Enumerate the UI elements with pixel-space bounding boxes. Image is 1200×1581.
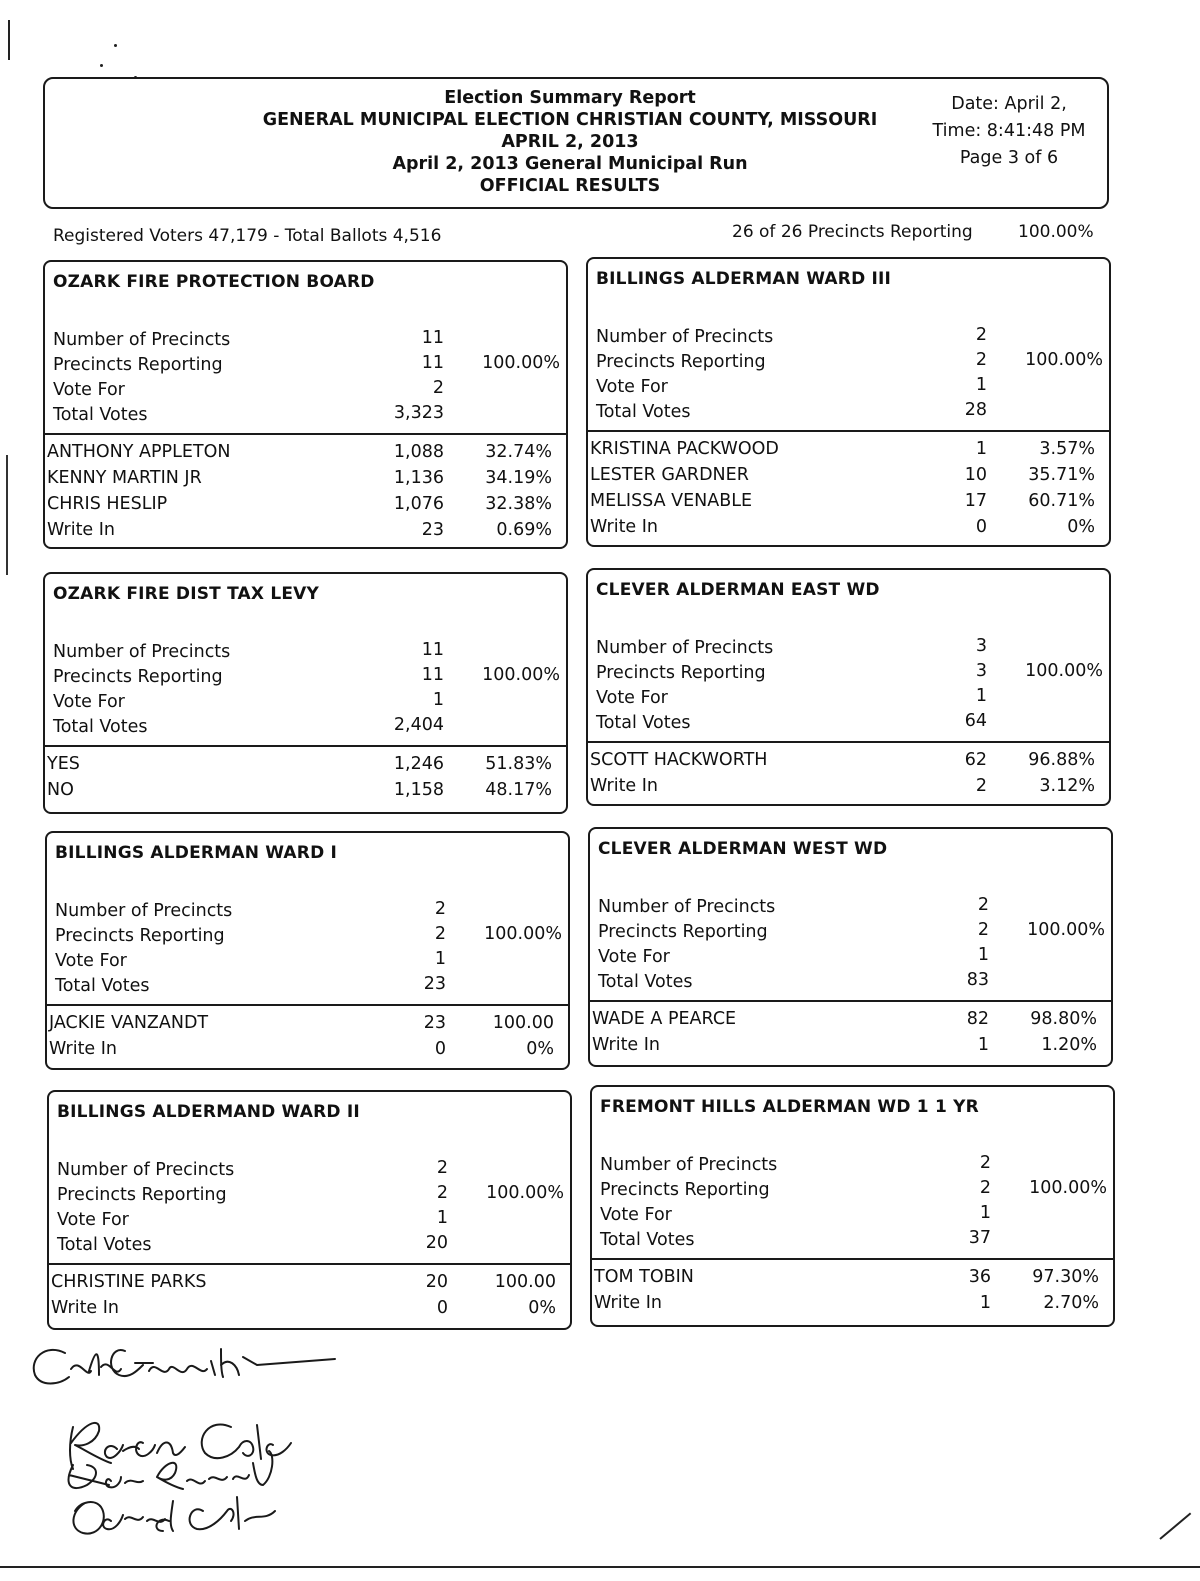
candidate-votes: 1,136 xyxy=(393,468,444,488)
candidate-votes: 1,076 xyxy=(393,494,444,514)
stat-value: 2 xyxy=(975,350,987,370)
stat-label: Vote For xyxy=(55,951,127,971)
stat-row xyxy=(45,328,566,353)
stat-label: Number of Precincts xyxy=(598,897,776,917)
stat-row xyxy=(47,899,568,924)
divider xyxy=(45,433,566,435)
candidate-votes: 1,088 xyxy=(393,442,444,462)
stat-label: Vote For xyxy=(596,377,668,397)
stat-value: 64 xyxy=(964,711,987,731)
contest-title: FREMONT HILLS ALDERMAN WD 1 1 YR xyxy=(600,1097,979,1117)
stat-row xyxy=(45,690,566,715)
stat-value: 2 xyxy=(436,1183,448,1203)
stat-percent: 100.00% xyxy=(486,1183,564,1203)
stat-value: 2 xyxy=(436,1158,448,1178)
contest-stats xyxy=(47,899,568,999)
stat-label: Vote For xyxy=(57,1210,129,1230)
stat-row xyxy=(45,715,566,740)
candidate-name: TOM TOBIN xyxy=(594,1267,694,1287)
candidate-votes: 20 xyxy=(425,1272,448,1292)
stat-label: Total Votes xyxy=(57,1235,152,1255)
page-number: Page 3 of 6 xyxy=(959,148,1059,168)
candidate-votes: 62 xyxy=(964,750,987,770)
candidate-row xyxy=(45,520,566,546)
candidate-row xyxy=(588,491,1109,517)
candidate-votes: 0 xyxy=(436,1298,448,1318)
stat-row xyxy=(588,661,1109,686)
contest-box xyxy=(586,568,1111,806)
contest-box xyxy=(590,1085,1115,1327)
candidate-percent: 48.17% xyxy=(485,780,552,800)
stat-row xyxy=(588,375,1109,400)
precincts-reporting-line: 26 of 26 Precincts Reporting xyxy=(732,222,973,242)
contest-title: BILLINGS ALDERMAN WARD III xyxy=(596,269,892,289)
signature-2 xyxy=(70,1423,291,1469)
scan-edge-mark xyxy=(8,20,10,60)
stat-percent: 100.00% xyxy=(1027,920,1105,940)
stat-label: Precincts Reporting xyxy=(55,926,225,946)
stat-label: Total Votes xyxy=(600,1230,695,1250)
stat-label: Precincts Reporting xyxy=(600,1180,770,1200)
candidate-name: ANTHONY APPLETON xyxy=(47,442,231,462)
report-date: Date: April 2, xyxy=(951,94,1067,114)
stat-row xyxy=(592,1178,1113,1203)
contest-stats xyxy=(588,325,1109,425)
stat-value: 2 xyxy=(979,1178,991,1198)
candidate-votes: 2 xyxy=(975,776,987,796)
stat-label: Vote For xyxy=(53,692,125,712)
candidate-percent: 0% xyxy=(526,1039,554,1059)
candidate-votes: 36 xyxy=(968,1267,991,1287)
stat-label: Number of Precincts xyxy=(55,901,233,921)
stat-label: Number of Precincts xyxy=(596,638,774,658)
stat-row xyxy=(588,350,1109,375)
stat-row xyxy=(47,924,568,949)
divider xyxy=(588,741,1109,743)
stat-row xyxy=(45,665,566,690)
candidate-votes: 10 xyxy=(964,465,987,485)
stat-row xyxy=(588,686,1109,711)
stat-percent: 100.00% xyxy=(1029,1178,1107,1198)
candidate-name: Write In xyxy=(51,1298,120,1318)
stat-label: Vote For xyxy=(596,688,668,708)
candidate-percent: 34.19% xyxy=(485,468,552,488)
candidate-name: Write In xyxy=(47,520,116,540)
stat-label: Precincts Reporting xyxy=(596,663,766,683)
contest-title: BILLINGS ALDERMAN WARD I xyxy=(55,843,338,863)
candidate-list xyxy=(592,1267,1113,1319)
run-name: April 2, 2013 General Municipal Run xyxy=(392,154,748,174)
stat-value: 2 xyxy=(434,924,446,944)
candidate-percent: 32.74% xyxy=(485,442,552,462)
candidate-row xyxy=(45,442,566,468)
contest-stats xyxy=(49,1158,570,1258)
stat-value: 1 xyxy=(434,949,446,969)
stat-label: Vote For xyxy=(600,1205,672,1225)
stat-label: Precincts Reporting xyxy=(596,352,766,372)
stat-row xyxy=(592,1203,1113,1228)
candidate-name: Write In xyxy=(594,1293,663,1313)
candidate-row xyxy=(45,754,566,780)
candidate-votes: 23 xyxy=(421,520,444,540)
report-title-block xyxy=(215,87,925,197)
contest-title: OZARK FIRE DIST TAX LEVY xyxy=(53,584,320,604)
stat-value: 2 xyxy=(977,895,989,915)
candidate-name: Write In xyxy=(49,1039,118,1059)
stat-value: 1 xyxy=(436,1208,448,1228)
candidate-list xyxy=(588,750,1109,802)
divider xyxy=(49,1263,570,1265)
candidate-percent: 98.80% xyxy=(1030,1009,1097,1029)
stat-label: Precincts Reporting xyxy=(598,922,768,942)
stat-value: 2,404 xyxy=(393,715,444,735)
stat-label: Number of Precincts xyxy=(57,1160,235,1180)
candidate-row xyxy=(588,776,1109,802)
stat-value: 2 xyxy=(979,1153,991,1173)
stat-row xyxy=(49,1158,570,1183)
stat-value: 23 xyxy=(423,974,446,994)
candidate-row xyxy=(49,1298,570,1324)
candidate-name: WADE A PEARCE xyxy=(592,1009,737,1029)
stat-value: 3 xyxy=(975,661,987,681)
report-time: Time: 8:41:48 PM xyxy=(932,121,1086,141)
contest-stats xyxy=(590,895,1111,995)
contest-stats xyxy=(592,1153,1113,1253)
candidate-name: LESTER GARDNER xyxy=(590,465,749,485)
candidate-row xyxy=(588,517,1109,543)
stat-value: 37 xyxy=(968,1228,991,1248)
divider xyxy=(47,1004,568,1006)
candidate-name: Write In xyxy=(592,1035,661,1055)
candidate-name: KRISTINA PACKWOOD xyxy=(590,439,779,459)
stat-row xyxy=(45,403,566,428)
contest-box xyxy=(47,1090,572,1330)
stat-label: Total Votes xyxy=(596,713,691,733)
stat-label: Number of Precincts xyxy=(53,642,231,662)
stat-label: Total Votes xyxy=(53,717,148,737)
stat-percent: 100.00% xyxy=(482,353,560,373)
candidate-name: CHRISTINE PARKS xyxy=(51,1272,207,1292)
candidate-votes: 1 xyxy=(977,1035,989,1055)
stat-label: Precincts Reporting xyxy=(57,1185,227,1205)
stat-value: 2 xyxy=(434,899,446,919)
candidate-percent: 100.00 xyxy=(492,1013,554,1033)
contest-box xyxy=(43,260,568,549)
candidate-votes: 23 xyxy=(423,1013,446,1033)
stat-value: 3 xyxy=(975,636,987,656)
candidate-percent: 3.12% xyxy=(1039,776,1095,796)
precincts-reporting-pct: 100.00% xyxy=(1018,222,1094,242)
contest-box xyxy=(588,827,1113,1067)
candidate-list xyxy=(45,442,566,546)
stat-row xyxy=(590,895,1111,920)
candidate-percent: 35.71% xyxy=(1028,465,1095,485)
candidate-percent: 3.57% xyxy=(1039,439,1095,459)
contest-stats xyxy=(588,636,1109,736)
candidate-votes: 1 xyxy=(975,439,987,459)
election-name: GENERAL MUNICIPAL ELECTION CHRISTIAN COUNTY, MISSOURI xyxy=(262,110,878,130)
candidate-row xyxy=(47,1039,568,1065)
stat-value: 11 xyxy=(421,665,444,685)
candidate-row xyxy=(592,1267,1113,1293)
scan-speck xyxy=(114,44,117,47)
contest-title: BILLINGS ALDERMAND WARD II xyxy=(57,1102,360,1122)
stat-value: 20 xyxy=(425,1233,448,1253)
candidate-name: Write In xyxy=(590,517,659,537)
candidate-list xyxy=(588,439,1109,543)
candidate-votes: 1,158 xyxy=(393,780,444,800)
stat-row xyxy=(590,945,1111,970)
stat-value: 1 xyxy=(979,1203,991,1223)
candidate-row xyxy=(588,439,1109,465)
stat-label: Number of Precincts xyxy=(600,1155,778,1175)
contest-title: OZARK FIRE PROTECTION BOARD xyxy=(53,272,375,292)
stat-label: Total Votes xyxy=(598,972,693,992)
contest-title: CLEVER ALDERMAN EAST WD xyxy=(596,580,880,600)
stat-row xyxy=(49,1233,570,1258)
candidate-name: Write In xyxy=(590,776,659,796)
stat-row xyxy=(588,400,1109,425)
election-date: APRIL 2, 2013 xyxy=(501,132,639,152)
candidate-name: CHRIS HESLIP xyxy=(47,494,168,514)
stat-row xyxy=(45,378,566,403)
report-header xyxy=(43,77,1109,209)
signature-4 xyxy=(73,1497,275,1534)
stat-label: Precincts Reporting xyxy=(53,355,223,375)
scan-edge-mark xyxy=(1159,1513,1191,1540)
divider xyxy=(590,1000,1111,1002)
stat-value: 28 xyxy=(964,400,987,420)
candidate-percent: 2.70% xyxy=(1043,1293,1099,1313)
scan-speck xyxy=(100,64,103,67)
candidate-row xyxy=(592,1293,1113,1319)
stat-value: 1 xyxy=(975,375,987,395)
stat-row xyxy=(590,970,1111,995)
candidate-row xyxy=(590,1009,1111,1035)
candidate-percent: 0% xyxy=(528,1298,556,1318)
stat-label: Precincts Reporting xyxy=(53,667,223,687)
stat-value: 2 xyxy=(977,920,989,940)
candidate-name: YES xyxy=(47,754,80,774)
candidate-row xyxy=(45,468,566,494)
stat-row xyxy=(588,636,1109,661)
stat-value: 1 xyxy=(977,945,989,965)
stat-percent: 100.00% xyxy=(484,924,562,944)
stat-value: 11 xyxy=(421,353,444,373)
candidate-name: SCOTT HACKWORTH xyxy=(590,750,768,770)
candidate-percent: 100.00 xyxy=(494,1272,556,1292)
candidate-votes: 17 xyxy=(964,491,987,511)
stat-value: 2 xyxy=(432,378,444,398)
divider xyxy=(592,1258,1113,1260)
candidate-percent: 0% xyxy=(1067,517,1095,537)
stat-label: Vote For xyxy=(53,380,125,400)
stat-value: 11 xyxy=(421,640,444,660)
stat-label: Number of Precincts xyxy=(596,327,774,347)
stat-row xyxy=(592,1153,1113,1178)
candidate-percent: 96.88% xyxy=(1028,750,1095,770)
candidate-name: KENNY MARTIN JR xyxy=(47,468,202,488)
scan-edge-mark xyxy=(6,455,8,575)
candidate-row xyxy=(49,1272,570,1298)
results-status: OFFICIAL RESULTS xyxy=(479,176,661,196)
candidate-percent: 60.71% xyxy=(1028,491,1095,511)
contest-box xyxy=(586,257,1111,547)
stat-label: Total Votes xyxy=(55,976,150,996)
candidate-list xyxy=(47,1013,568,1065)
divider xyxy=(588,430,1109,432)
stat-row xyxy=(49,1183,570,1208)
stat-row xyxy=(49,1208,570,1233)
candidate-votes: 1,246 xyxy=(393,754,444,774)
stat-row xyxy=(47,974,568,999)
contest-stats xyxy=(45,328,566,428)
stat-label: Total Votes xyxy=(596,402,691,422)
stat-label: Total Votes xyxy=(53,405,148,425)
registered-voters-line: Registered Voters 47,179 - Total Ballots 4,516 xyxy=(53,226,442,246)
candidate-row xyxy=(45,780,566,806)
signature-3 xyxy=(69,1451,273,1489)
candidate-row xyxy=(588,750,1109,776)
stat-value: 2 xyxy=(975,325,987,345)
stat-row xyxy=(588,325,1109,350)
divider xyxy=(45,745,566,747)
candidate-votes: 1 xyxy=(979,1293,991,1313)
stat-percent: 100.00% xyxy=(482,665,560,685)
stat-row xyxy=(590,920,1111,945)
contest-stats xyxy=(45,640,566,740)
stat-value: 83 xyxy=(966,970,989,990)
candidate-list xyxy=(45,754,566,806)
stat-row xyxy=(45,353,566,378)
candidate-percent: 32.38% xyxy=(485,494,552,514)
candidate-votes: 82 xyxy=(966,1009,989,1029)
report-title: Election Summary Report xyxy=(444,88,696,108)
contest-box xyxy=(45,831,570,1070)
stat-label: Vote For xyxy=(598,947,670,967)
candidate-row xyxy=(45,494,566,520)
candidate-list xyxy=(49,1272,570,1324)
signatures xyxy=(25,1335,365,1565)
stat-value: 3,323 xyxy=(393,403,444,423)
scan-edge-mark xyxy=(0,1566,1200,1568)
stat-row xyxy=(588,711,1109,736)
candidate-percent: 1.20% xyxy=(1041,1035,1097,1055)
candidate-percent: 97.30% xyxy=(1032,1267,1099,1287)
contest-title: CLEVER ALDERMAN WEST WD xyxy=(598,839,888,859)
candidate-percent: 51.83% xyxy=(485,754,552,774)
candidate-name: NO xyxy=(47,780,74,800)
candidate-name: MELISSA VENABLE xyxy=(590,491,753,511)
stat-label: Number of Precincts xyxy=(53,330,231,350)
signature-1 xyxy=(34,1349,335,1384)
stat-value: 1 xyxy=(975,686,987,706)
stat-row xyxy=(592,1228,1113,1253)
candidate-row xyxy=(588,465,1109,491)
stat-row xyxy=(45,640,566,665)
stat-percent: 100.00% xyxy=(1025,661,1103,681)
report-info-block xyxy=(919,91,1099,172)
candidate-list xyxy=(590,1009,1111,1061)
stat-value: 11 xyxy=(421,328,444,348)
candidate-percent: 0.69% xyxy=(496,520,552,540)
candidate-votes: 0 xyxy=(434,1039,446,1059)
candidate-name: JACKIE VANZANDT xyxy=(49,1013,209,1033)
candidate-votes: 0 xyxy=(975,517,987,537)
candidate-row xyxy=(47,1013,568,1039)
candidate-row xyxy=(590,1035,1111,1061)
stat-row xyxy=(47,949,568,974)
contest-box xyxy=(43,572,568,814)
stat-value: 1 xyxy=(432,690,444,710)
stat-percent: 100.00% xyxy=(1025,350,1103,370)
